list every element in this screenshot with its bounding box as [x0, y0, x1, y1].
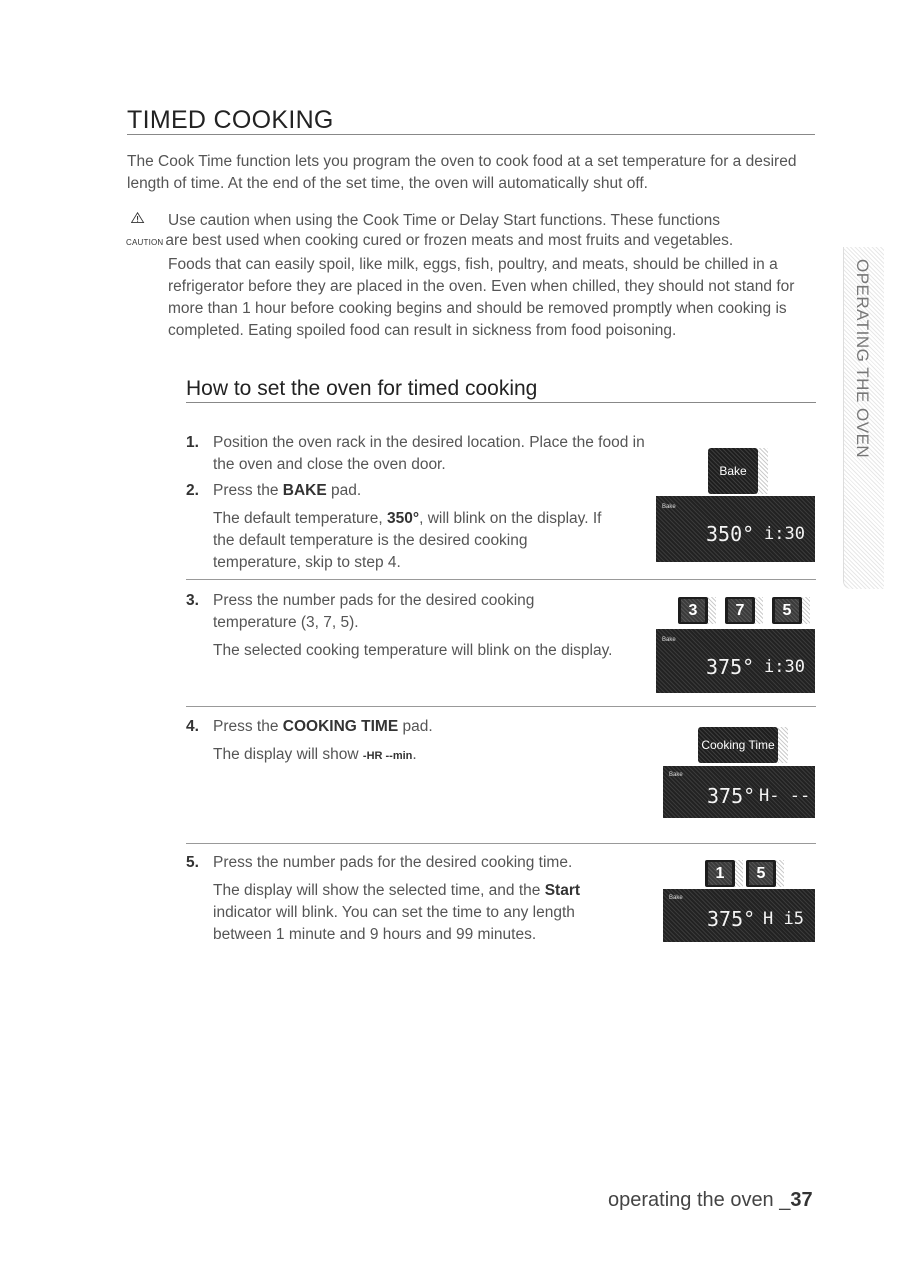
step-divider	[186, 579, 816, 580]
step-text: Press the BAKE pad.	[213, 482, 362, 499]
display-time: i:30	[764, 657, 805, 677]
step-5	[186, 852, 646, 946]
number-pad-3: 3	[678, 597, 708, 624]
page-title: TIMED COOKING	[127, 106, 334, 134]
caution-body: Foods that can easily spoil, like milk, eggs, fish, poultry, and meats, should be chilled in a refrigerator before they are placed in the oven. Even when chilled, they should not stand for more than 1 hour before cooking begins and should be removed promptly when cooking is completed. Eating spoiled food can result in sickness from food poisoning.	[168, 256, 795, 339]
cooking-time-keyword: COOKING TIME	[282, 718, 399, 735]
display-code: -HR --min	[362, 750, 413, 762]
caution-line-1: Use caution when using the Cook Time or Delay Start functions. These functions	[168, 212, 720, 229]
step-note: The default temperature, 350°, will blink on the display. If the default temperature is the desired cooking temperature, skip to step 4.	[213, 510, 602, 571]
number-pad-5: 5	[772, 597, 802, 624]
display-temperature: 375°	[707, 784, 756, 808]
step-note: The selected cooking temperature will blink on the display.	[213, 642, 613, 659]
number-pad-7: 7	[725, 597, 755, 624]
display-time: i:30	[764, 524, 805, 544]
step-number: 2.	[186, 482, 199, 499]
display-temperature: 375°	[706, 655, 755, 679]
step-divider	[186, 843, 816, 844]
display-temperature: 375°	[707, 907, 756, 931]
cooking-time-pad: Cooking Time	[698, 727, 778, 763]
step-text: Press the number pads for the desired cooking time.	[213, 854, 573, 871]
step-2	[186, 480, 656, 574]
title-rule	[127, 134, 815, 135]
display-mode-label: Bake	[662, 504, 676, 510]
step-text: Press the number pads for the desired cooking temperature (3, 7, 5).	[213, 592, 535, 631]
chapter-side-tab	[843, 247, 884, 589]
step-divider	[186, 706, 816, 707]
caution-line-2	[126, 232, 733, 250]
footer-text: operating the oven _	[608, 1189, 791, 1211]
display-time: H- --	[759, 786, 811, 806]
step-1	[186, 432, 656, 476]
step-number: 1.	[186, 434, 199, 451]
step-4	[186, 716, 606, 767]
section-rule	[186, 402, 816, 403]
bake-pad: Bake	[708, 448, 758, 494]
pad-shadow	[778, 727, 788, 763]
oven-display-3: Bake 375° H- --	[663, 766, 815, 818]
step-3	[186, 590, 613, 662]
caution-icon	[131, 212, 155, 232]
oven-display-2: Bake 375° i:30	[656, 629, 815, 693]
step-text: Position the oven rack in the desired location. Place the food in the oven and close the oven door.	[213, 434, 645, 473]
oven-display-1	[656, 496, 815, 562]
step-number: 5.	[186, 854, 199, 871]
page-number: 37	[790, 1189, 813, 1211]
bake-keyword: BAKE	[282, 482, 327, 499]
page-footer	[608, 1189, 813, 1212]
display-time: H i5	[763, 909, 804, 929]
intro-paragraph: The Cook Time function lets you program the oven to cook food at a set temperature for a desired length of time. At the end of the set time, the oven will automatically shut off.	[127, 153, 797, 192]
step-text: Press the COOKING TIME pad.	[213, 718, 433, 735]
oven-display-4: Bake 375° H i5	[663, 889, 815, 942]
caution-line-2-text: are best used when cooking cured or frozen meats and most fruits and vegetables.	[165, 232, 734, 249]
section-heading: How to set the oven for timed cooking	[186, 377, 538, 400]
pad-shadow	[758, 448, 768, 494]
caution-label: CAUTION	[126, 238, 164, 247]
step-number: 3.	[186, 592, 199, 609]
chapter-tab-label: OPERATING THE OVEN	[853, 259, 872, 459]
display-temperature: 350°	[706, 522, 755, 546]
step-note: The display will show the selected time, and the Start indicator will blink. You can set the time to any length between 1 minute and 9 hours and 99 minutes.	[213, 882, 581, 943]
number-pad-1: 1	[705, 860, 735, 887]
step-note: The display will show -HR --min.	[213, 746, 417, 763]
step-number: 4.	[186, 718, 199, 735]
number-pad-5: 5	[746, 860, 776, 887]
